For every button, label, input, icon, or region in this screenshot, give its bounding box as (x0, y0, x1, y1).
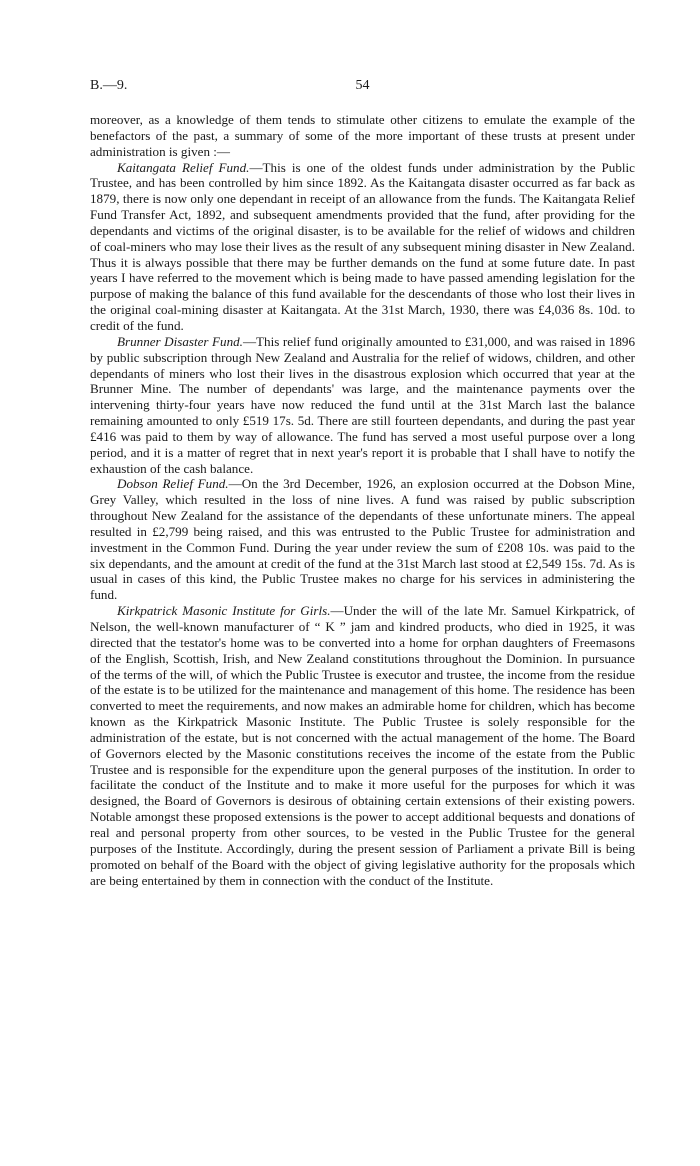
section-heading: Kaitangata Relief Fund. (117, 159, 250, 175)
section-text: —This is one of the oldest funds under administration by the Public Trustee, and has been controlled by him since 1892. As the Kaitangata disaster occurred as far back as 1879, there is now only one dependant in receipt of an allowance from the funds. The Kaitangata Relief Fund Transfer Act, 1892, and subsequent amendments provided that the fund, after providing for the dependants and victims of the original disaster, is to be available for the relief of widows and children of coal-miners who may lose their lives as the result of any subsequent mining disaster in New Zealand. Thus it is always possible that there may be further demands on the fund at some future date. In past years I have referred to the movement which is being made to have passed amending legislation for the purpose of making the balance of this fund available for the descendants of those who lost their lives in the original coal-mining disaster at Kaitangata. At the 31st March, 1930, there was £4,036 8s. 10d. to credit of the fund. (90, 159, 635, 333)
document-reference: B.—9. (90, 78, 128, 93)
section-dobson (90, 476, 635, 603)
section-text: —On the 3rd December, 1926, an explosion occurred at the Dobson Mine, Grey Valley, which resulted in the loss of nine lives. A fund was raised by public subscription throughout New Zealand for the assistance of the dependants of these unfortunate miners. The appeal resulted in £2,799 being raised, and this was entrusted to the Public Trustee for administration and investment in the Common Fund. During the year under review the sum of £208 10s. was paid to the six dependants, and the amount at credit of the fund at the 31st March last stood at £2,549 15s. 7d. As is usual in cases of this kind, the Public Trustee makes no charge for his services in administering the fund. (90, 476, 636, 603)
page-number: 54 (355, 78, 370, 93)
section-kirkpatrick (90, 603, 635, 888)
section-heading: Brunner Disaster Fund. (117, 333, 243, 349)
page-header (90, 78, 635, 98)
section-kaitangata (90, 160, 635, 334)
section-text: —Under the will of the late Mr. Samuel Kirkpatrick, of Nelson, the well-known manufacturer of “ K ” jam and kindred products, who died in 1925, it was directed that the testator's home was to be converted into a home for orphan daughters of Freemasons of the English, Scottish, Irish, and New Zealand constitutions throughout the Dominion. In pursuance of the terms of the will, of which the Public Trustee is executor and trustee, the income from the residue of the estate is to be utilized for the maintenance and management of this home. The residence has been converted to meet the requirements, and now makes an admirable home for children, which has become known as the Kirkpatrick Masonic Institute. The Public Trustee is solely responsible for the administration of the estate, but is not concerned with the actual management of the home. The Board of Governors elected by the Masonic constitutions receives the income of the estate from the Public Trustee and is responsible for the expenditure upon the general purposes of the institution. In order to facilitate the conduct of the Institute and to make it more useful for the purposes for which it was designed, the Board of Governors is desirous of obtaining certain extensions of their existing powers. Notable amongst these proposed extensions is the power to accept additional bequests and donations of real and personal property from other sources, to be vested in the Public Trustee for the general purposes of the Institute. Accordingly, during the present session of Parliament a private Bill is being promoted on behalf of the Board with the object of giving legislative authority for the proposals which are being entertained by them in connection with the conduct of the Institute. (90, 603, 635, 888)
intro-paragraph: moreover, as a knowledge of them tends to stimulate other citizens to emulate the example of the benefactors of the past, a summary of some of the more important of these trusts at present under administration is given :— (90, 112, 635, 159)
document-body (90, 112, 635, 888)
section-text: —This relief fund originally amounted to £31,000, and was raised in 1896 by public subscription through New Zealand and Australia for the relief of widows, children, and other dependants of miners who lost their lives in the disastrous explosion which occurred that year at the Brunner Mine. The number of dependants' was large, and the maintenance payments over the intervening thirty-four years have now reduced the fund until at the 31st March last the balance remaining amounted to only £519 17s. 5d. There are still fourteen dependants, and during the past year £416 was paid to them by way of allowance. The fund has served a most useful purpose over a long period, and it is a matter of regret that in next year's report it is probable that I shall have to notify the exhaustion of the cash balance. (90, 333, 635, 476)
section-heading: Dobson Relief Fund. (117, 476, 229, 492)
section-heading: Kirkpatrick Masonic Institute for Girls. (117, 603, 331, 619)
section-brunner (90, 334, 635, 477)
